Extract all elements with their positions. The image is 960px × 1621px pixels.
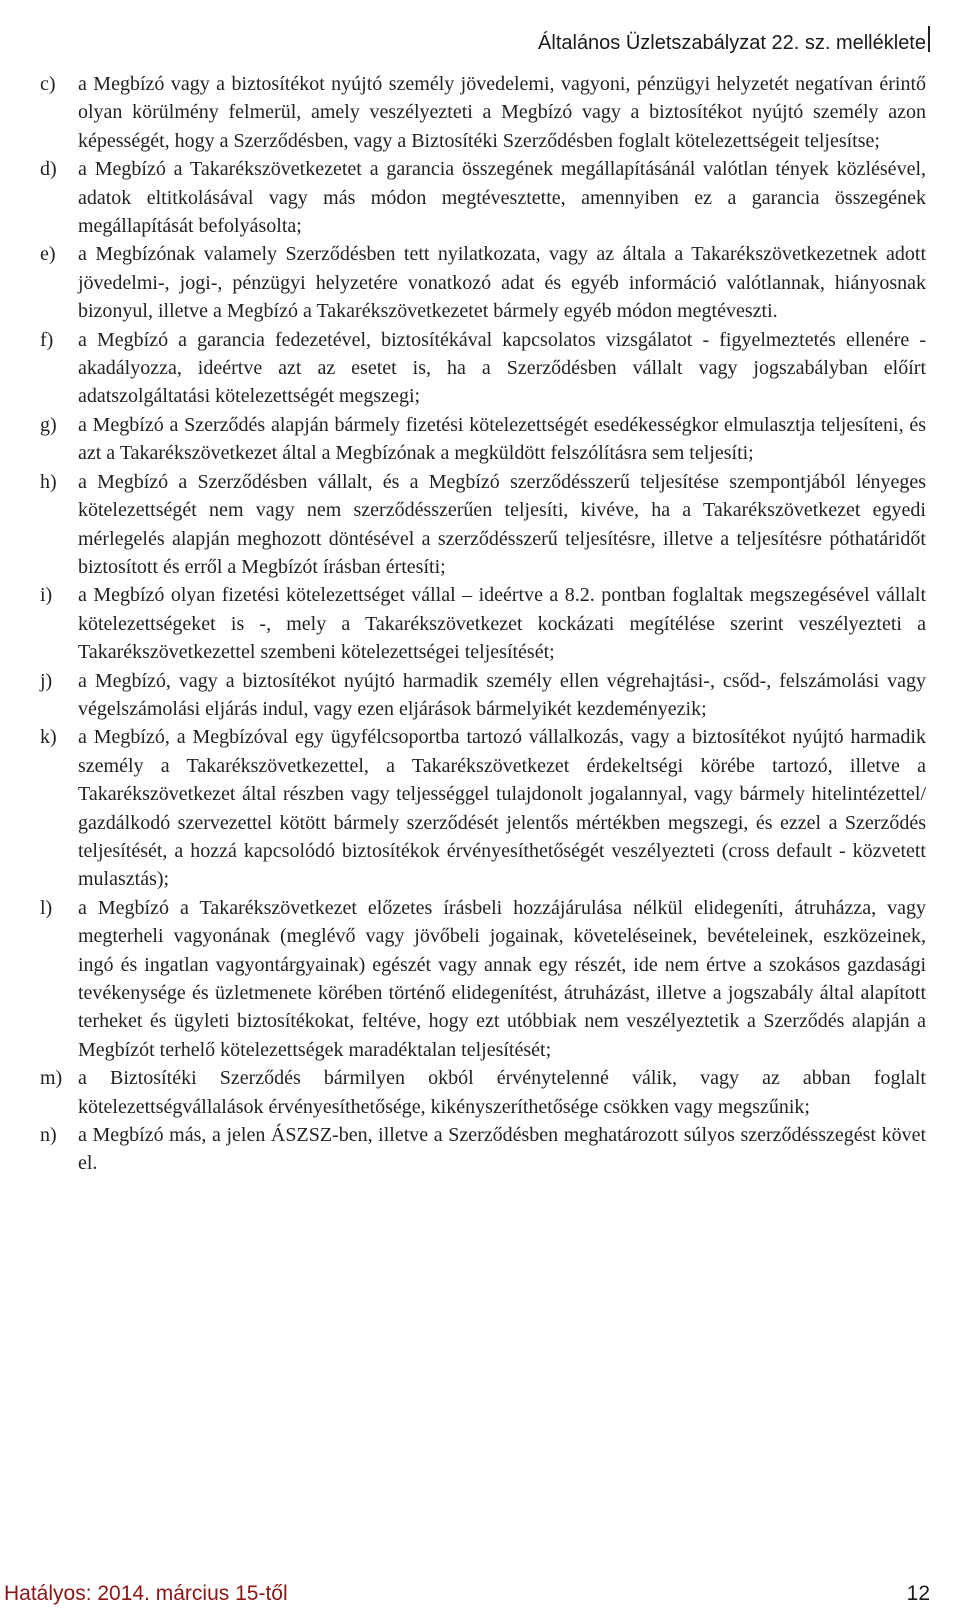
item-text: a Megbízó a Szerződés alapján bármely fizetési kötelezettségét esedékességkor elmulasztja teljesíteni, és azt a Takarékszövetkezet által a Megbízónak a megküldött felszólításra sem teljesíti; — [78, 413, 926, 465]
item-marker: d) — [40, 158, 57, 181]
list-item — [40, 155, 926, 240]
item-text: a Megbízó olyan fizetési kötelezettséget vállal – ideértve a 8.2. pontban foglaltak megszegésével vállalt kötelezettségeket is -, mely a Takarékszövetkezet kockázati megítélése szerint veszélyezteti a Takarékszövetkezettel szembeni kötelezettségei teljesítését; — [78, 584, 926, 664]
list-item — [40, 667, 926, 724]
item-text: a Megbízó a garancia fedezetével, biztosítékával kapcsolatos vizsgálatot - figyelmeztetés ellenére - akadályozza, ideértve azt az esetet is, ha a Szerződésben vállalt vagy jogszabályban előírt adatszolgáltatási kötelezettségét megszegi; — [78, 328, 926, 408]
item-marker: e) — [40, 243, 56, 266]
list-item — [40, 1064, 926, 1121]
list-item — [40, 326, 926, 411]
item-marker: j) — [40, 669, 53, 692]
list-item — [40, 70, 926, 155]
list-item — [40, 894, 926, 1064]
item-text: a Biztosítéki Szerződés bármilyen okból érvénytelenné válik, vagy az abban foglalt kötelezettségvállalások érvényesíthetősége, kikényszeríthetősége csökken vagy megszűnik; — [78, 1067, 926, 1118]
item-marker: k) — [40, 726, 57, 749]
list-item — [40, 581, 926, 666]
list-item — [40, 411, 926, 468]
clause-list — [40, 70, 926, 1178]
list-item — [40, 468, 926, 582]
item-text: a Megbízó a Szerződésben vállalt, és a Megbízó szerződésszerű teljesítése szempontjából lényeges kötelezettségét nem vagy nem szerződésszerűen teljesíti, kivéve, ha a Takarékszövetkezet egyedi mérlegelés alapján meghozott döntésével a szerződésszerű teljesítésre, illetve a teljesítésre póthatáridőt biztosított és erről a Megbízót írásban értesíti; — [78, 470, 926, 578]
item-text: a Megbízó, a Megbízóval egy ügyfélcsoportba tartozó vállalkozás, vagy a biztosítékot nyújtó harmadik személy a Takarékszövetkezettel, a Takarékszövetkezet érdekeltségi körébe tartozó, illetve a Takarékszövetkezet által részben vagy teljességgel tulajdonolt jogalannyal, vagy bármely hitelintézettel/ gazdálkodó szervezettel kötött bármely szerződését jelentős mértékben megszegi, és ezzel a Szerződés teljesítését, a hozzá kapcsolódó biztosítékok érvényesíthetőségét veszélyezteti (cross default - közvetett mulasztás); — [78, 726, 926, 891]
item-marker: h) — [40, 470, 57, 493]
item-marker: m) — [40, 1067, 63, 1090]
header-rule — [928, 26, 930, 52]
item-text: a Megbízónak valamely Szerződésben tett nyilatkozata, vagy az általa a Takarékszövetkezetnek adott jövedelmi-, jogi-, pénzügyi helyzetére vonatkozó adat és egyéb információ valótlannak, hiányosnak bizonyul, illetve a Megbízó a Takarékszövetkezetet bármely egyéb módon megtéveszti. — [78, 243, 926, 323]
item-text: a Megbízó, vagy a biztosítékot nyújtó harmadik személy ellen végrehajtási-, csőd-, felszámolási vagy végelszámolási eljárás indul, vagy ezen eljárások bármelyikét kezdeményezik; — [78, 669, 926, 720]
item-marker: n) — [40, 1124, 57, 1147]
list-item — [40, 1121, 926, 1178]
item-marker: c) — [40, 73, 56, 95]
item-text: a Megbízó vagy a biztosítékot nyújtó személy jövedelemi, vagyoni, pénzügyi helyzetét negatívan érintő olyan körülmény felmerül, amely veszélyezteti a Megbízó vagy a biztosítékot nyújtó személy azon képességét, hogy a Szerződésben, vagy a Biztosítéki Szerződésben foglalt kötelezettségeit teljesítse; — [78, 73, 926, 152]
item-marker: i) — [40, 584, 53, 607]
page-number: 12 — [906, 1582, 930, 1605]
effective-date: Hatályos: 2014. március 15-től — [4, 1582, 288, 1605]
item-text: a Megbízó más, a jelen ÁSZSZ-ben, illetve a Szerződésben meghatározott súlyos szerződésszegést követ el. — [78, 1124, 926, 1175]
list-item — [40, 723, 926, 893]
item-marker: g) — [40, 413, 57, 436]
item-text: a Megbízó a Takarékszövetkezet előzetes írásbeli hozzájárulása nélkül elidegeníti, átruházza, vagy megterheli vagyonának (meglévő vagy jövőbeli jogainak, követeléseinek, bevételeinek, eszközeinek, ingó és ingatlan vagyontárgyainak) egészét vagy annak egy részét, ide nem értve a szokásos gazdasági tevékenysége és üzletmenete körében történő elidegenítést, átruházást, illetve a jogszabály által alapított terheket és ügyleti biztosítékokat, feltéve, hogy ezt utóbbiak nem veszélyeztetik a Szerződés alapján a Megbízót terhelő kötelezettségek maradéktalan teljesítését; — [78, 896, 926, 1061]
item-marker: f) — [40, 328, 54, 351]
header-title: Általános Üzletszabályzat 22. sz. melléklete — [538, 32, 926, 54]
list-item — [40, 240, 926, 325]
item-text: a Megbízó a Takarékszövetkezetet a garancia összegének megállapításánál valótlan tények közlésével, adatok eltitkolásával vagy más módon megtévesztette, amennyiben ez a garancia összegének megállapítását befolyásolta; — [78, 158, 926, 238]
item-marker: l) — [40, 896, 53, 919]
